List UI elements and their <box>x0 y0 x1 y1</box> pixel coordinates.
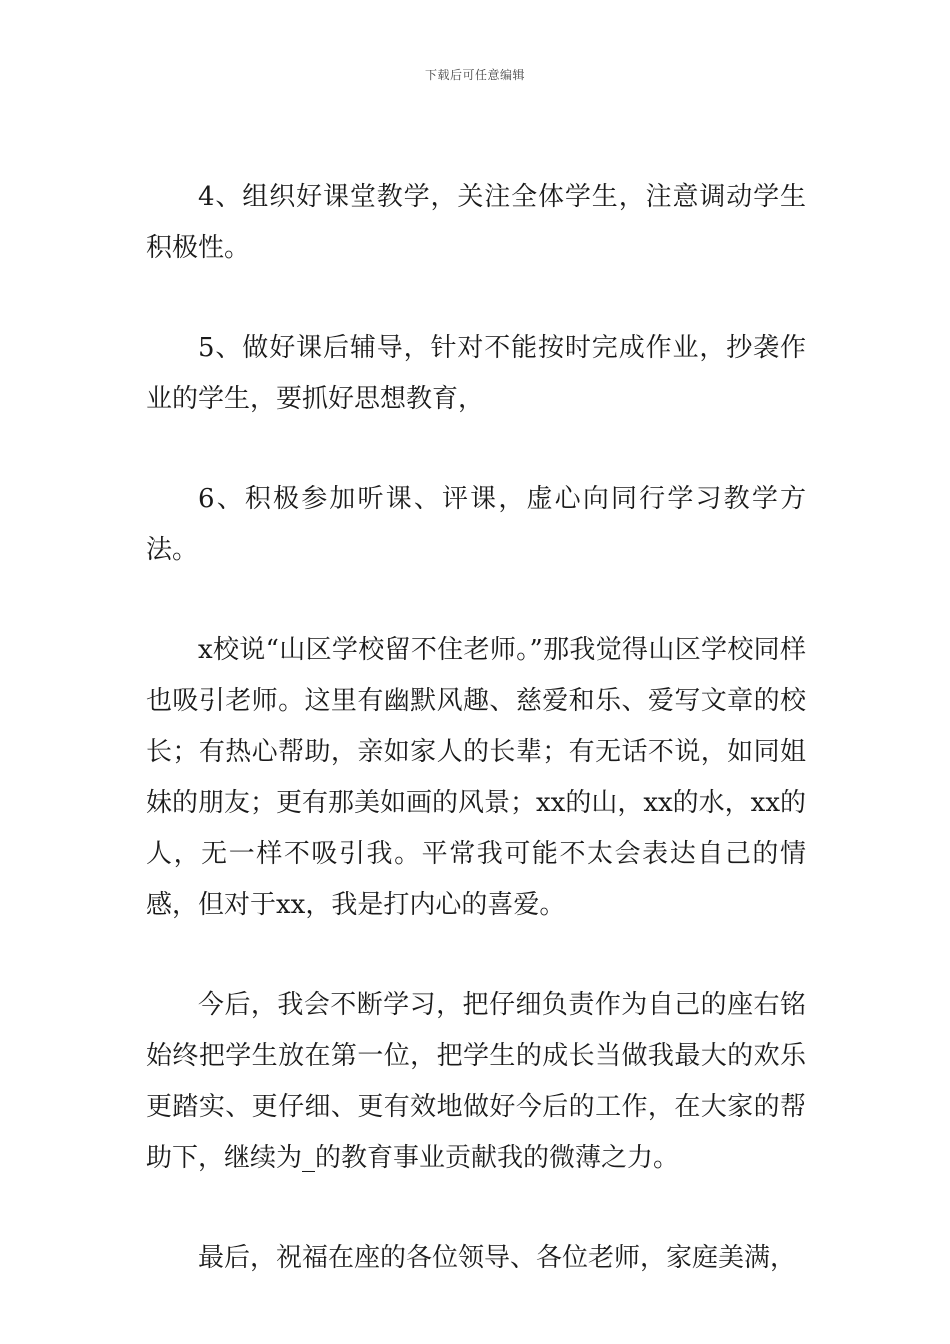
paragraph-closing: 最后，祝福在座的各位领导、各位老师，家庭美满， <box>198 1243 797 1273</box>
paragraph-future-plan: 今后，我会不断学习，把仔细负责作为自己的座右铭始终把学生放在第一位，把学生的成长当做我最大的欢乐更踏实、更仔细、更有效地做好今后的工作，在大家的帮助下，继续为_的教育事业贡献我的微薄之力。 <box>146 990 806 1173</box>
document-body <box>146 172 806 1333</box>
paragraph-item-4: 4、组织好课堂教学，关注全体学生，注意调动学生积极性。 <box>146 182 806 263</box>
page-header: 下载后可任意编辑 <box>424 68 525 82</box>
paragraph-school-quote: x校说“山区学校留不住老师。”那我觉得山区学校同样也吸引老师。这里有幽默风趣、慈爱和乐、爱写文章的校长；有热心帮助，亲如家人的长辈；有无话不说，如同姐妹的朋友；更有那美如画的风景；xx的山，xx的水，xx的人，无一样不吸引我。平常我可能不太会表达自己的情感，但对于xx，我是打内心的喜爱。 <box>146 635 806 920</box>
paragraph-item-6: 6、积极参加听课、评课，虚心向同行学习教学方法。 <box>146 484 806 565</box>
paragraph-item-5: 5、做好课后辅导，针对不能按时完成作业，抄袭作业的学生，要抓好思想教育， <box>146 333 806 414</box>
